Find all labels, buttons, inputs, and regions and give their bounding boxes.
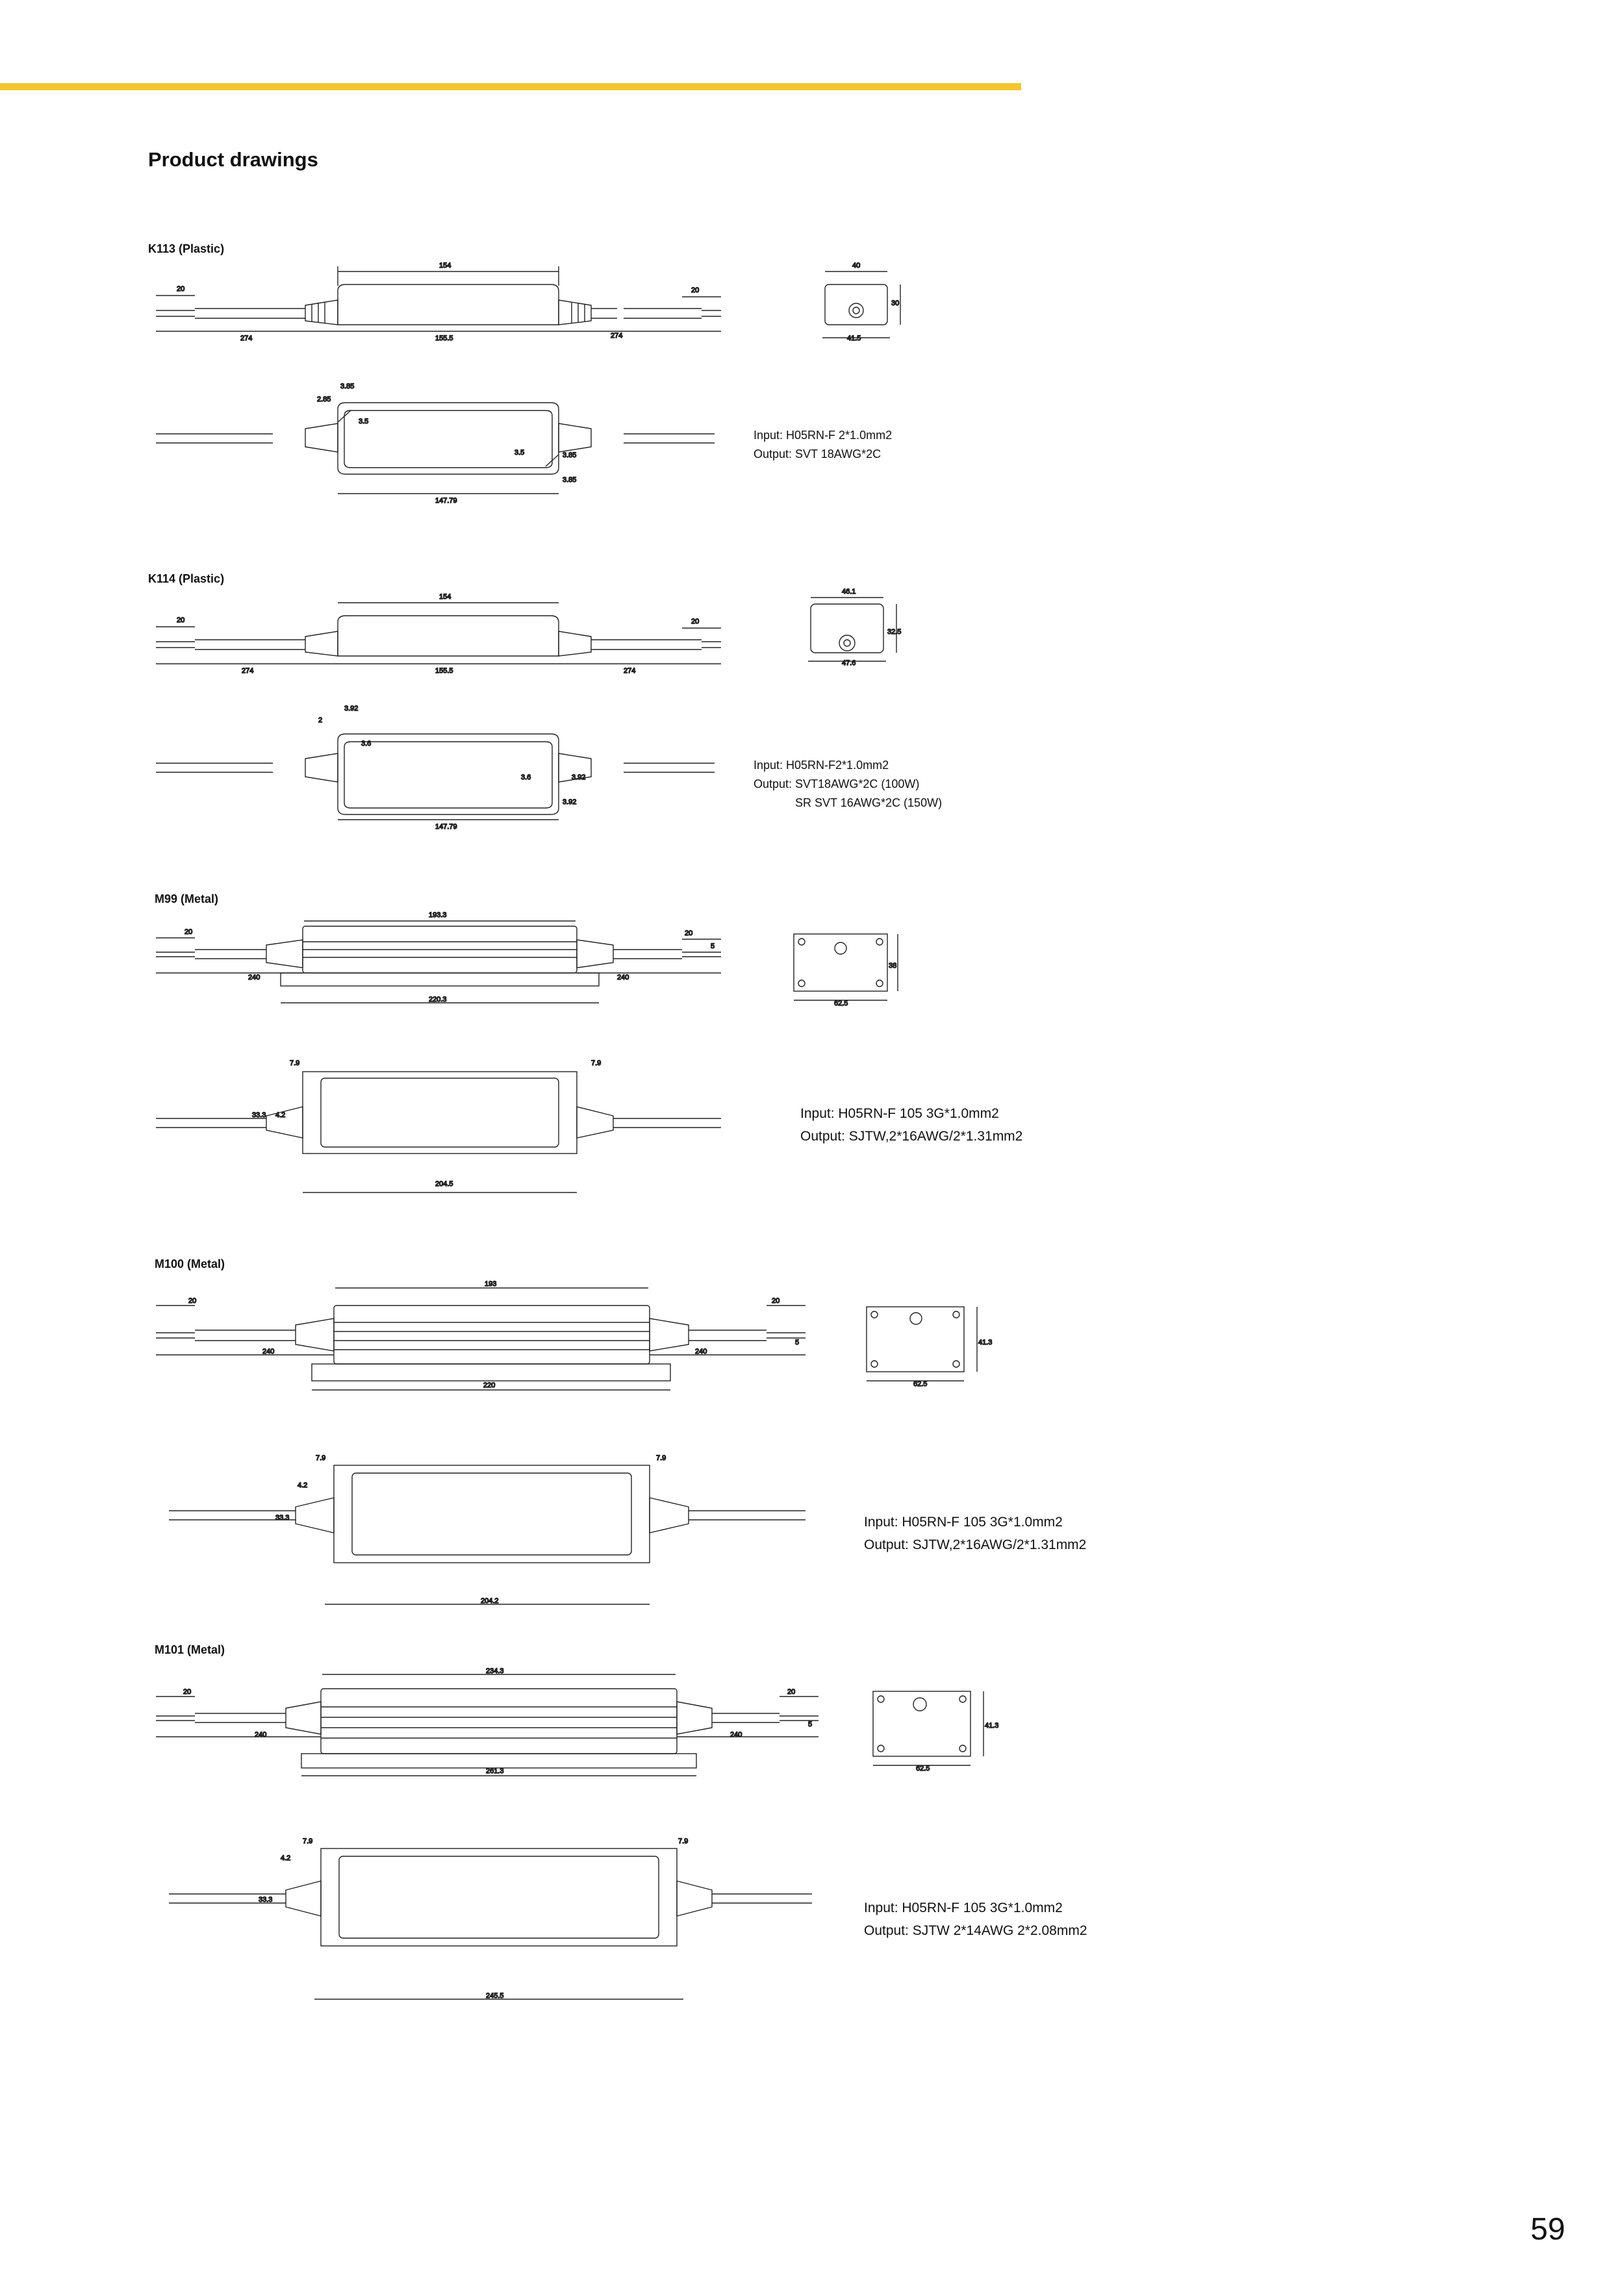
dim-top-length: 154 [439,262,451,270]
dim-top-length: 154 [439,593,451,601]
dim-corner-a: 3.85 [340,383,355,390]
dim-top-length: 193.3 [429,911,447,919]
spec-input: Input: H05RN-F 105 3G*1.0mm2 [864,1900,1063,1915]
product-label-k114: K114 (Plastic) [148,572,225,585]
dim-body-length: 155.5 [435,334,453,342]
drawing-k114-end [808,588,901,667]
drawing-m101-end [873,1691,998,1772]
dim-left-tip: 20 [184,928,193,936]
dim-tip-height: 5 [808,1721,813,1728]
dim-end-width: 40 [852,262,861,270]
dim-right-lead: 274 [624,667,636,675]
drawing-m100-end [867,1307,992,1388]
dim-left-lead: 274 [242,667,254,675]
dim-radius-a: 3.5 [359,418,369,425]
dim-end-width: 62.5 [913,1380,928,1388]
spec-output: Output: SVT 18AWG*2C [754,448,882,460]
dim-left-lead: 240 [262,1348,275,1356]
dim-end-height: 32.5 [887,628,902,636]
drawing-k113-top [156,383,715,505]
spec-output: Output: SJTW,2*16AWG/2*1.31mm2 [800,1129,1023,1144]
dim-right-lead: 240 [695,1348,707,1356]
dim-top-length: 193 [485,1280,497,1288]
dim-end-height: 41.3 [985,1722,999,1730]
dim-inner-length: 204.5 [435,1180,453,1188]
dim-mount-b: 3.92 [563,798,577,806]
dim-flange-right: 7.9 [591,1059,602,1067]
drawing-m99-end [794,934,898,1007]
dim-mount-a: 3.85 [563,451,577,459]
dim-right-tip: 20 [772,1297,780,1305]
dim-right-lead: 240 [617,974,629,981]
dim-left-tip: 20 [188,1297,197,1305]
spec-output: Output: SVT18AWG*2C (100W) [754,777,920,790]
dim-end-base: 41.5 [847,334,861,342]
page-number: 59 [1530,2212,1566,2247]
drawing-m99-side [156,911,721,1003]
spec-input: Input: H05RN-F 2*1.0mm2 [754,429,893,442]
dim-right-tip: 20 [691,286,700,294]
dim-left-lead: 240 [255,1731,267,1739]
dim-corner-b: 2.85 [317,396,331,403]
spec-output-extra: SR SVT 16AWG*2C (150W) [795,796,943,809]
dim-gland-width: 33.3 [275,1514,290,1522]
drawing-k114-top [156,705,715,831]
spec-input: Input: H05RN-F 105 3G*1.0mm2 [800,1106,999,1121]
dim-left-lead: 274 [240,334,253,342]
dim-gland-width: 33.3 [252,1111,266,1119]
dim-left-tip: 20 [177,616,185,624]
dim-mount-a: 3.92 [572,774,586,781]
dim-flange-right: 7.9 [656,1454,666,1462]
dim-corner-a: 3.92 [344,705,359,713]
dim-inner-length: 245.5 [486,1992,504,2000]
dim-right-tip: 20 [691,618,700,625]
dim-radius-b: 3.6 [521,774,531,781]
drawing-m100-side [156,1280,806,1390]
dim-flange-right: 7.9 [678,1837,689,1845]
drawing-k113-side [156,262,721,342]
spec-output: Output: SJTW,2*16AWG/2*1.31mm2 [864,1537,1087,1552]
dim-body-length: 220 [483,1381,496,1389]
dim-end-base: 47.6 [842,659,856,667]
dim-gland-width: 33.3 [259,1896,273,1904]
dim-right-lead: 240 [730,1731,742,1739]
dim-flange-left: 7.9 [290,1059,300,1067]
dim-body-length: 261.3 [486,1767,504,1775]
dim-left-tip: 20 [177,285,185,293]
page-title: Product drawings [148,148,318,171]
spec-output: Output: SJTW 2*14AWG 2*2.08mm2 [864,1923,1087,1938]
dim-radius-a: 3.6 [361,740,372,748]
drawing-m100-top [169,1454,806,1605]
dim-mount-b: 3.85 [563,476,577,484]
dim-body-length: 220.3 [429,996,447,1003]
product-label-k113: K113 (Plastic) [148,242,225,255]
dim-corner-b: 2 [318,716,323,724]
dim-inner-length: 147.79 [435,497,457,505]
dim-tip-height: 5 [711,942,715,950]
dim-gland-offset: 4.2 [298,1482,308,1489]
dim-end-width: 62.5 [834,1000,848,1007]
dim-right-tip: 20 [685,929,693,937]
spec-input: Input: H05RN-F 105 3G*1.0mm2 [864,1515,1063,1530]
spec-input: Input: H05RN-F2*1.0mm2 [754,759,889,772]
dim-flange-left: 7.9 [303,1837,313,1845]
dim-end-width: 46.1 [842,588,856,596]
dim-end-height: 41.3 [978,1339,993,1346]
dim-inner-length: 204.2 [481,1597,499,1605]
dim-gland-offset: 4.2 [275,1111,286,1119]
dim-right-lead: 274 [611,332,623,340]
product-label-m100: M100 (Metal) [155,1257,225,1270]
dim-end-height: 38 [889,962,897,970]
dim-inner-length: 147.79 [435,823,457,831]
dim-left-tip: 20 [183,1688,192,1696]
dim-top-length: 234.3 [486,1667,504,1675]
drawing-k113-end [822,262,900,342]
dim-gland-offset: 4.2 [281,1854,291,1862]
drawing-k114-side [156,593,721,675]
drawing-m101-side [156,1667,818,1776]
dim-right-tip: 20 [787,1688,796,1696]
dim-end-height: 30 [891,299,900,307]
dim-tip-height: 5 [795,1339,800,1346]
product-label-m99: M99 (Metal) [155,892,219,905]
dim-radius-b: 3.5 [514,449,525,457]
dim-end-width: 62.5 [916,1765,930,1772]
drawing-m101-top [169,1837,812,2000]
product-label-m101: M101 (Metal) [155,1643,225,1656]
dim-flange-left: 7.9 [316,1454,326,1462]
dim-left-lead: 240 [248,974,260,981]
dim-body-length: 155.5 [435,667,453,675]
drawing-m99-top [156,1059,721,1192]
